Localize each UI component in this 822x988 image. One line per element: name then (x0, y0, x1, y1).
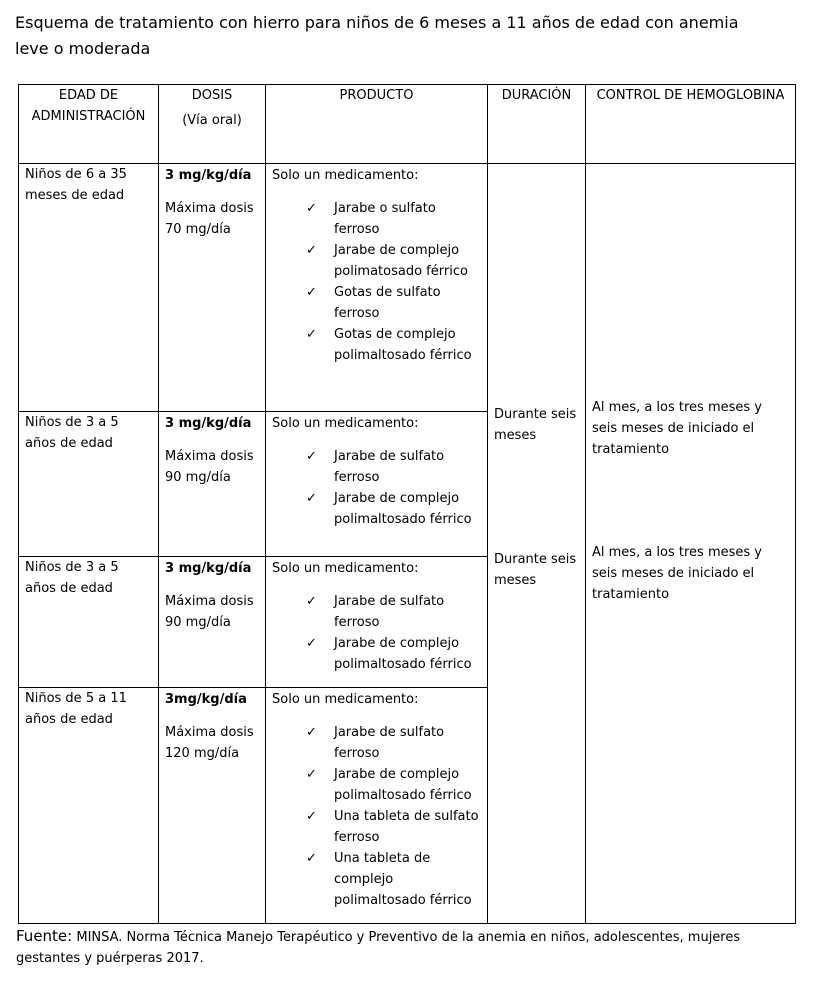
list-item (272, 633, 481, 675)
dosis-value: 3 mg/kg/día (165, 561, 252, 576)
producto-heading: Solo un medicamento: (272, 416, 419, 431)
header-control: CONTROL DE HEMOGLOBINA (586, 85, 796, 164)
list-item (272, 324, 481, 366)
product-name: Jarabe de complejo polimaltosado férrico (334, 636, 472, 672)
product-name: Jarabe de complejo polimatosado férrico (334, 243, 468, 279)
check-icon: ✓ (306, 767, 317, 782)
producto-heading: Solo un medicamento: (272, 168, 419, 183)
control-text-1: Al mes, a los tres meses y seis meses de iniciado el tratamiento (592, 400, 762, 457)
dosis-cell (159, 557, 266, 688)
table-row (19, 164, 796, 412)
product-name: Jarabe o sulfato ferroso (334, 201, 436, 237)
list-item (272, 198, 481, 240)
header-duracion: DURACIÓN (488, 85, 586, 164)
product-name: Jarabe de complejo polimaltosado férrico (334, 491, 472, 527)
header-edad: EDAD DE ADMINISTRACIÓN (19, 85, 159, 164)
check-icon: ✓ (306, 449, 317, 464)
product-name: Jarabe de sulfato ferroso (334, 594, 445, 630)
header-dosis-sub: (Vía oral) (182, 113, 242, 128)
list-item (272, 591, 481, 633)
check-icon: ✓ (306, 285, 317, 300)
list-item (272, 722, 481, 764)
check-icon: ✓ (306, 491, 317, 506)
page-title: Esquema de tratamiento con hierro para niños de 6 meses a 11 años de edad con anemia leve o moderada (15, 13, 739, 58)
edad-cell: Niños de 3 a 5 años de edad (19, 557, 159, 688)
header-producto: PRODUCTO (266, 85, 488, 164)
dosis-cell (159, 164, 266, 412)
check-icon: ✓ (306, 594, 317, 609)
source-text: MINSA. Norma Técnica Manejo Terapéutico y Preventivo de la anemia en niños, adolescentes, mujeres gestantes y puérperas 2017. (16, 930, 741, 966)
control-text-2: Al mes, a los tres meses y seis meses de iniciado el tratamiento (592, 545, 762, 602)
control-cell (586, 164, 796, 924)
check-icon: ✓ (306, 327, 317, 342)
header-dosis (159, 85, 266, 164)
list-item (272, 240, 481, 282)
list-item (272, 848, 481, 911)
list-item (272, 282, 481, 324)
table-header-row (19, 85, 796, 164)
product-name: Jarabe de sulfato ferroso (334, 725, 445, 761)
product-name: Jarabe de sulfato ferroso (334, 449, 445, 485)
list-item (272, 806, 481, 848)
edad-cell: Niños de 6 a 35 meses de edad (19, 164, 159, 412)
check-icon: ✓ (306, 243, 317, 258)
treatment-table (18, 84, 796, 924)
product-name: Gotas de sulfato ferroso (334, 285, 441, 321)
dosis-value: 3mg/kg/día (165, 692, 247, 707)
edad-cell: Niños de 5 a 11 años de edad (19, 688, 159, 924)
check-icon: ✓ (306, 636, 317, 651)
list-item (272, 764, 481, 806)
check-icon: ✓ (306, 809, 317, 824)
dosis-value: 3 mg/kg/día (165, 168, 252, 183)
list-item (272, 488, 481, 530)
producto-cell (266, 557, 488, 688)
header-dosis-label: DOSIS (191, 88, 233, 103)
dosis-cell (159, 688, 266, 924)
max-dose: Máxima dosis 90 mg/día (165, 594, 254, 630)
max-dose: Máxima dosis 90 mg/día (165, 449, 254, 485)
max-dose: Máxima dosis 70 mg/día (165, 201, 254, 237)
producto-cell (266, 164, 488, 412)
source-label: Fuente: (16, 927, 73, 945)
product-name: Una tableta de complejo polimaltosado férrico (334, 851, 472, 908)
max-dose: Máxima dosis 120 mg/día (165, 725, 254, 761)
check-icon: ✓ (306, 851, 317, 866)
product-name: Una tableta de sulfato ferroso (334, 809, 479, 845)
check-icon: ✓ (306, 725, 317, 740)
list-item (272, 446, 481, 488)
check-icon: ✓ (306, 201, 317, 216)
source-note (16, 926, 796, 969)
duracion-cell (488, 164, 586, 924)
producto-cell (266, 688, 488, 924)
duracion-text-1: Durante seis meses (494, 407, 577, 443)
duracion-text-2: Durante seis meses (494, 552, 577, 588)
dosis-cell (159, 412, 266, 557)
product-name: Jarabe de complejo polimaltosado férrico (334, 767, 472, 803)
producto-cell (266, 412, 488, 557)
producto-heading: Solo un medicamento: (272, 692, 419, 707)
product-name: Gotas de complejo polimaltosado férrico (334, 327, 472, 363)
dosis-value: 3 mg/kg/día (165, 416, 252, 431)
edad-cell: Niños de 3 a 5 años de edad (19, 412, 159, 557)
producto-heading: Solo un medicamento: (272, 561, 419, 576)
